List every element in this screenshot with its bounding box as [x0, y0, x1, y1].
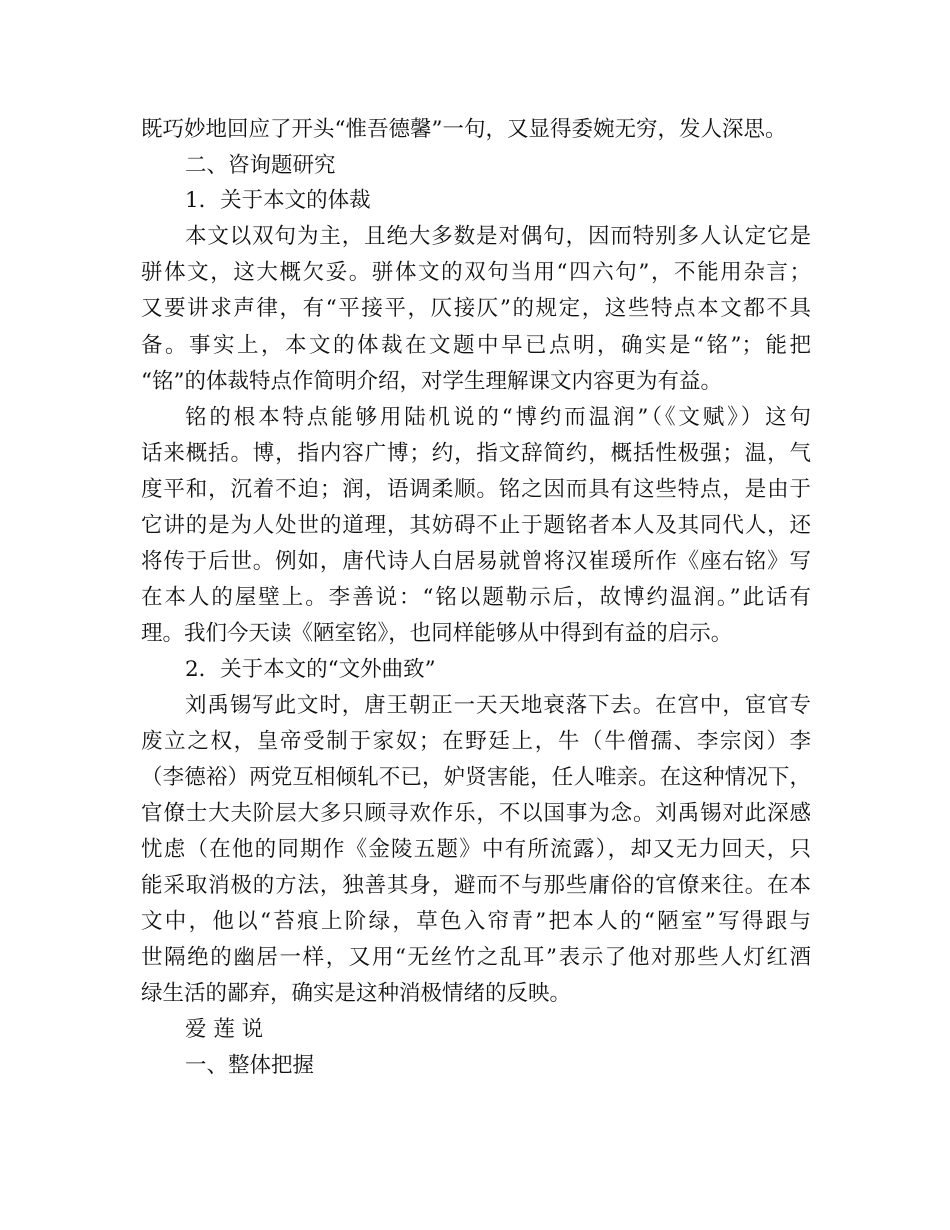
- paragraph-line: 骈体文，这大概欠妥。骈体文的双句当用“四六句”，不能用杂言；: [141, 260, 811, 285]
- paragraph-line: 刘禹锡写此文时，唐王朝正一天天地衰落下去。在宫中，宦官专: [185, 693, 811, 718]
- paragraph-line: 既巧妙地回应了开头“惟吾德馨”一句，又显得委婉无穷，发人深思。: [141, 117, 787, 142]
- section-heading: 二、咨询题研究: [185, 153, 336, 178]
- paragraph-line: 铭的根本特点能够用陆机说的“博约而温润”（《文赋》）这句: [185, 405, 811, 430]
- paragraph-line: 在本人的屋壁上。李善说：“铭以题勒示后，故博约温润。”此话有: [141, 585, 811, 610]
- subsection-heading: 2．关于本文的“文外曲致”: [185, 657, 436, 682]
- paragraph-line: 度平和，沉着不迫；润，语调柔顺。铭之因而具有这些特点，是由于: [141, 477, 811, 502]
- paragraph-line: 世隔绝的幽居一样，又用“无丝竹之乱耳”表示了他对那些人灯红酒: [141, 945, 811, 970]
- paragraph-line: 文中，他以“苔痕上阶绿，草色入帘青”把本人的“陋室”写得跟与: [141, 909, 811, 934]
- paragraph-line: 本文以双句为主，且绝大多数是对偶句，因而特别多人认定它是: [185, 224, 811, 249]
- paragraph-line: 它讲的是为人处世的道理，其妨碍不止于题铭者本人及其同代人，还: [141, 513, 811, 538]
- paragraph-line: “铭”的体裁特点作简明介绍，对学生理解课文内容更为有益。: [141, 369, 722, 394]
- paragraph-line: 话来概括。博，指内容广博；约，指文辞简约，概括性极强；温，气: [141, 441, 811, 466]
- article-title: 爱 莲 说: [185, 1017, 264, 1042]
- paragraph-line: 又要讲求声律，有“平接平，仄接仄”的规定，这些特点本文都不具: [141, 296, 811, 321]
- paragraph-line: 能采取消极的方法，独善其身，避而不与那些庸俗的官僚来往。在本: [141, 873, 811, 898]
- paragraph-line: 绿生活的鄙弃，确实是这种消极情绪的反映。: [141, 981, 572, 1006]
- subsection-heading: 1．关于本文的体裁: [185, 188, 371, 213]
- paragraph-line: 备。事实上，本文的体裁在文题中早已点明，确实是“铭”；能把: [141, 333, 811, 358]
- paragraph-line: 将传于后世。例如，唐代诗人白居易就曾将汉崔瑗所作《座右铭》写: [141, 549, 811, 574]
- paragraph-line: （李德裕）两党互相倾轧不已，妒贤害能，任人唯亲。在这种情况下，: [141, 765, 811, 790]
- section-heading: 一、整体把握: [185, 1053, 315, 1078]
- paragraph-line: 理。我们今天读《陋室铭》，也同样能够从中得到有益的启示。: [141, 621, 733, 646]
- paragraph-line: 官僚士大夫阶层大多只顾寻欢作乐，不以国事为念。刘禹锡对此深感: [141, 801, 811, 826]
- paragraph-line: 忧虑（在他的同期作《金陵五题》中有所流露），却又无力回天，只: [141, 837, 811, 862]
- paragraph-line: 废立之权，皇帝受制于家奴；在野廷上，牛（牛僧孺、李宗闵）李: [141, 729, 811, 754]
